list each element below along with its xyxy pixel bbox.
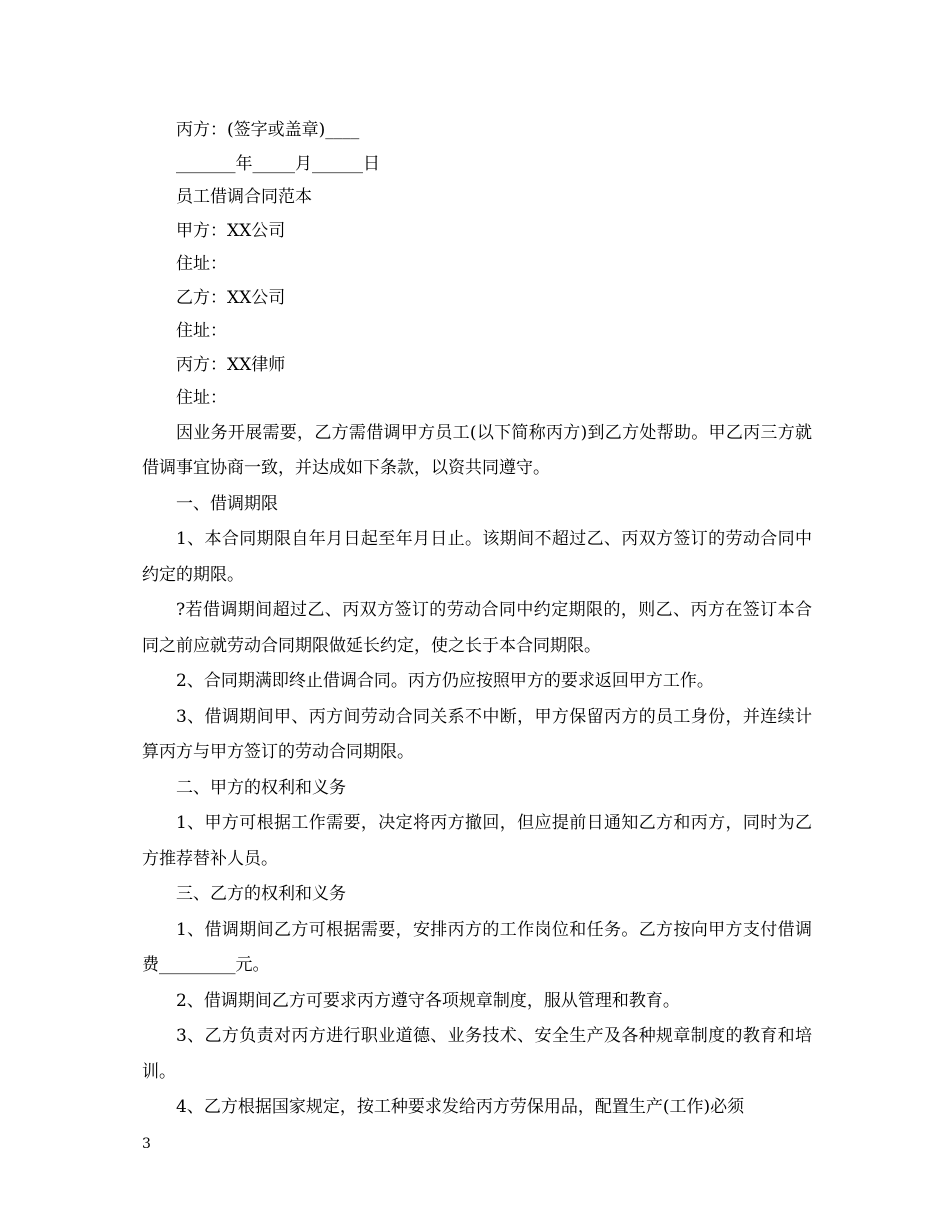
clause-2-1: 1、甲方可根据工作需要，决定将丙方撤回，但应提前日通知乙方和丙方，同时为乙方推荐替补人员。: [142, 813, 812, 869]
document-title: 员工借调合同范本: [176, 187, 312, 207]
party-b-name: 乙方：XX公司: [176, 287, 286, 308]
clause-1-1: 1、本合同期限自年月日起至年月日止。该期间不超过乙、丙双方签订的劳动合同中约定的期限。: [142, 529, 812, 585]
party-c-address: 住址：: [176, 388, 227, 408]
clause-1-3: 3、借调期间甲、丙方间劳动合同关系不中断，甲方保留丙方的员工身份，并连续计算丙方与甲方签订的劳动合同期限。: [142, 706, 812, 762]
clause-1-note: ?若借调期间超过乙、丙双方签订的劳动合同中约定期限的，则乙、丙方在签订本合同之前应就劳动合同期限做延长约定，使之长于本合同期限。: [142, 600, 812, 656]
signature-line-party-c: 丙方：(签字或盖章)____: [176, 120, 360, 140]
section-heading-party-b: 三、乙方的权利和义务: [176, 884, 346, 904]
clause-1-2: 2、合同期满即终止借调合同。丙方仍应按照甲方的要求返回甲方工作。: [176, 671, 714, 691]
clause-3-3: 3、乙方负责对丙方进行职业道德、业务技术、安全生产及各种规章制度的教育和培训。: [142, 1026, 812, 1082]
clause-3-4: 4、乙方根据国家规定，按工种要求发给丙方劳保用品，配置生产(工作)必须: [176, 1097, 745, 1117]
document-body: [142, 114, 812, 1126]
clause-3-1: 1、借调期间乙方可根据需要，安排丙方的工作岗位和任务。乙方按向甲方支付借调费_________元。: [142, 919, 812, 975]
party-b-address: 住址：: [176, 321, 227, 341]
intro-paragraph: 因业务开展需要，乙方需借调甲方员工(以下简称丙方)到乙方处帮助。甲乙丙三方就借调事宜协商一致，并达成如下条款，以资共同遵守。: [142, 422, 812, 478]
clause-3-2: 2、借调期间乙方可要求丙方遵守各项规章制度，服从管理和教育。: [176, 990, 680, 1011]
page-number: 3: [142, 1136, 151, 1152]
section-heading-party-a: 二、甲方的权利和义务: [176, 777, 346, 798]
date-line: _______年_____月______日: [176, 153, 380, 174]
party-a-name: 甲方：XX公司: [176, 220, 286, 241]
party-c-name: 丙方：XX律师: [176, 354, 286, 375]
section-heading-term: 一、借调期限: [176, 493, 278, 514]
party-a-address: 住址：: [176, 254, 227, 274]
